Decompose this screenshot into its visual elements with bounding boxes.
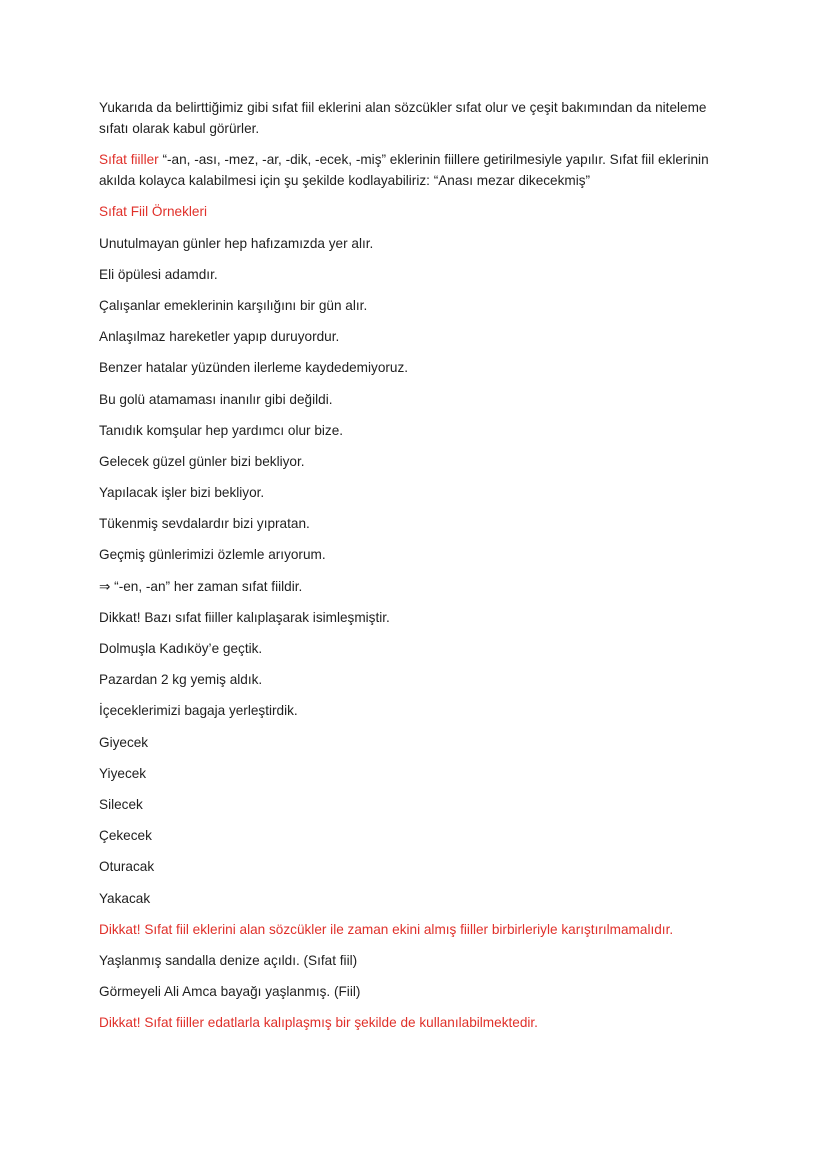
definition-paragraph (99, 149, 739, 191)
example-sentence: Tanıdık komşular hep yardımcı olur bize. (99, 422, 344, 438)
nominalized-example: Pazardan 2 kg yemiş aldık. (99, 672, 263, 688)
example-sentence: Anlaşılmaz hareketler yapıp duruyordur. (99, 329, 340, 345)
rule-note: ⇒ “-en, -an” her zaman sıfat fiildir. (99, 578, 303, 594)
comparison-sentence: Görmeyeli Ali Amca bayağı yaşlanmış. (Fiil) (99, 984, 361, 1000)
example-sentence: Yapılacak işler bizi bekliyor. (99, 485, 265, 501)
example-sentence: Benzer hatalar yüzünden ilerleme kaydedemiyoruz. (99, 360, 409, 376)
nominalized-example: İçeceklerimizi bagaja yerleştirdik. (99, 703, 298, 719)
examples-heading: Sıfat Fiil Örnekleri (99, 204, 208, 220)
notice-postposition: Dikkat! Sıfat fiiller edatlarla kalıplaşmış bir şekilde de kullanılabilmektedir. (99, 1015, 538, 1031)
example-sentence: Çalışanlar emeklerinin karşılığını bir gün alır. (99, 297, 368, 313)
notice-nominalized: Dikkat! Bazı sıfat fiiller kalıplaşarak isimleşmiştir. (99, 609, 390, 625)
example-sentence: Eli öpülesi adamdır. (99, 266, 218, 282)
nominalized-word: Silecek (99, 796, 143, 812)
example-sentence: Tükenmiş sevdalardır bizi yıpratan. (99, 516, 310, 532)
intro-paragraph: Yukarıda da belirttiğimiz gibi sıfat fiil eklerini alan sözcükler sıfat olur ve çeşit bakımından da niteleme sıfatı olarak kabul görürler. (99, 100, 707, 136)
nominalized-word: Yakacak (99, 890, 151, 906)
definition-term: Sıfat fiiller (99, 152, 159, 168)
nominalized-word: Giyecek (99, 734, 149, 750)
nominalized-word: Oturacak (99, 859, 155, 875)
example-sentence: Gelecek güzel günler bizi bekliyor. (99, 453, 305, 469)
definition-text: “-an, -ası, -mez, -ar, -dik, -ecek, -miş” eklerinin fiillere getirilmesiyle yapılır. Sıfat fiil eklerinin akılda kolayca kalabilmesi için şu şekilde kodlayabiliriz: “Anası mezar dikecekmiş” (99, 152, 709, 189)
nominalized-word: Yiyecek (99, 765, 147, 781)
example-sentence: Geçmiş günlerimizi özlemle arıyorum. (99, 547, 326, 563)
notice-tense-confusion: Dikkat! Sıfat fiil eklerini alan sözcükler ile zaman ekini almış fiiller birbirleriyle karıştırılmamalıdır. (99, 921, 674, 937)
document-page (99, 97, 739, 1043)
nominalized-word: Çekecek (99, 828, 152, 844)
nominalized-example: Dolmuşla Kadıköy’e geçtik. (99, 641, 263, 656)
example-sentence: Bu golü atamaması inanılır gibi değildi. (99, 391, 333, 407)
example-sentence: Unutulmayan günler hep hafızamızda yer alır. (99, 235, 374, 251)
comparison-sentence: Yaşlanmış sandalla denize açıldı. (Sıfat fiil) (99, 952, 358, 968)
